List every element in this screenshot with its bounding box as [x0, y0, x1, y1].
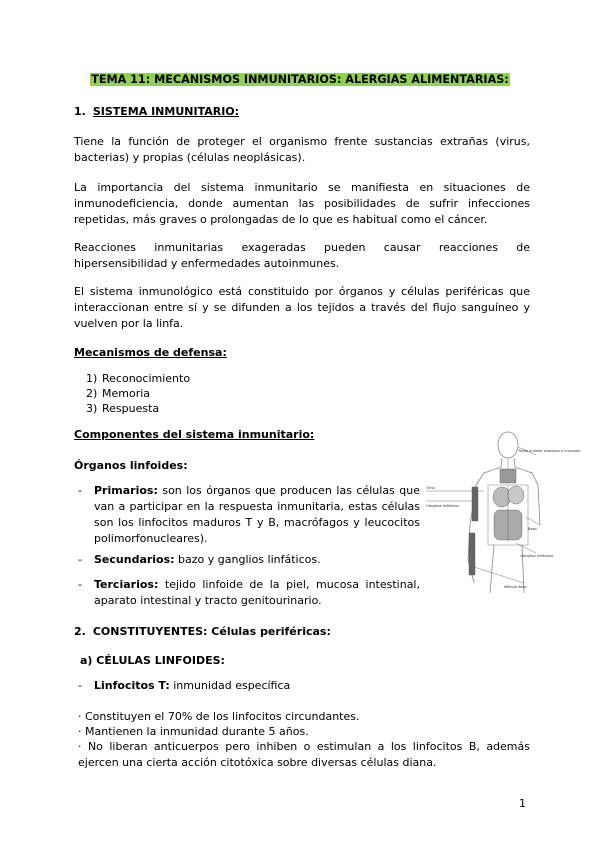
list-item: - Secundarios: bazo y ganglios linfáticos. [78, 553, 321, 566]
lymphatic-system-figure [424, 425, 581, 593]
figure-label: Bazo [528, 527, 537, 531]
list-item: - Terciarios: tejido linfoide de la piel, mucosa intestinal, aparato intestinal y tracto genitourinario. [78, 578, 420, 607]
paragraph: La importancia del sistema inmunitario se manifiesta en situaciones de inmunodeficiencia, donde aumentan las posibilidades de sufrir infecciones repetidas, más graves o prolongadas de lo que es habitual como el cáncer. [74, 181, 530, 227]
section-2-heading: 2. CONSTITUYENTES: Células periféricas: [74, 625, 331, 638]
defense-heading: Mecanismos de defensa: [74, 346, 227, 359]
list-item: - Primarios: son los órganos que producen las células que van a participar en la respuesta inmunitaria, estas células son los linfocitos maduros T y B, macrófagos y leucocitos polimorfonucleares). [78, 484, 420, 545]
defense-list [86, 371, 190, 416]
page-number: 1 [519, 797, 526, 810]
figure-label: Tejido linfoide asociado a mucosas [518, 449, 581, 453]
figure-label: Médula ósea [504, 585, 527, 589]
paragraph: El sistema inmunológico está constituido por órganos y células periféricas que interaccionan entre sí y se difunden a los tejidos a través del flujo sanguíneo y vuelven por la linfa. [74, 285, 530, 331]
organs-heading: Órganos linfoides: [74, 459, 188, 472]
figure-label: Timo [426, 486, 435, 490]
list-item: 2) Memoria [86, 387, 151, 400]
sub-heading: a) CÉLULAS LINFOIDES: [80, 654, 225, 667]
list-item: - Linfocitos T: inmunidad específica [78, 679, 291, 692]
title-text: TEMA 11: MECANISMOS INMUNITARIOS: ALERGIAS ALIMENTARIAS: [91, 73, 509, 86]
bullet-line: · Mantienen la inmunidad durante 5 años. [78, 725, 309, 738]
paragraph: Tiene la función de proteger el organismo frente sustancias extrañas (virus, bacterias) y propias (células neoplásicas). [74, 135, 530, 165]
components-heading: Componentes del sistema inmunitario: [74, 428, 315, 441]
figure-label: Ganglios linfáticos [426, 504, 459, 508]
document-title [0, 72, 600, 88]
list-item: 3) Respuesta [86, 402, 160, 415]
bullet-line: · No liberan anticuerpos pero inhiben o estimulan a los linfocitos B, además ejercen una cierta acción citotóxica sobre diversas células diana. [78, 740, 530, 769]
list-item: 1) Reconocimiento [86, 372, 191, 385]
figure-label: Ganglios linfáticos [520, 554, 553, 558]
bullet-line: · Constituyen el 70% de los linfocitos circundantes. [78, 710, 360, 723]
section-1-heading: 1. SISTEMA INMUNITARIO: [74, 105, 240, 118]
paragraph: Reacciones inmunitarias exageradas pueden causar reacciones de hipersensibilidad y enfermedades autoinmunes. [74, 241, 530, 271]
